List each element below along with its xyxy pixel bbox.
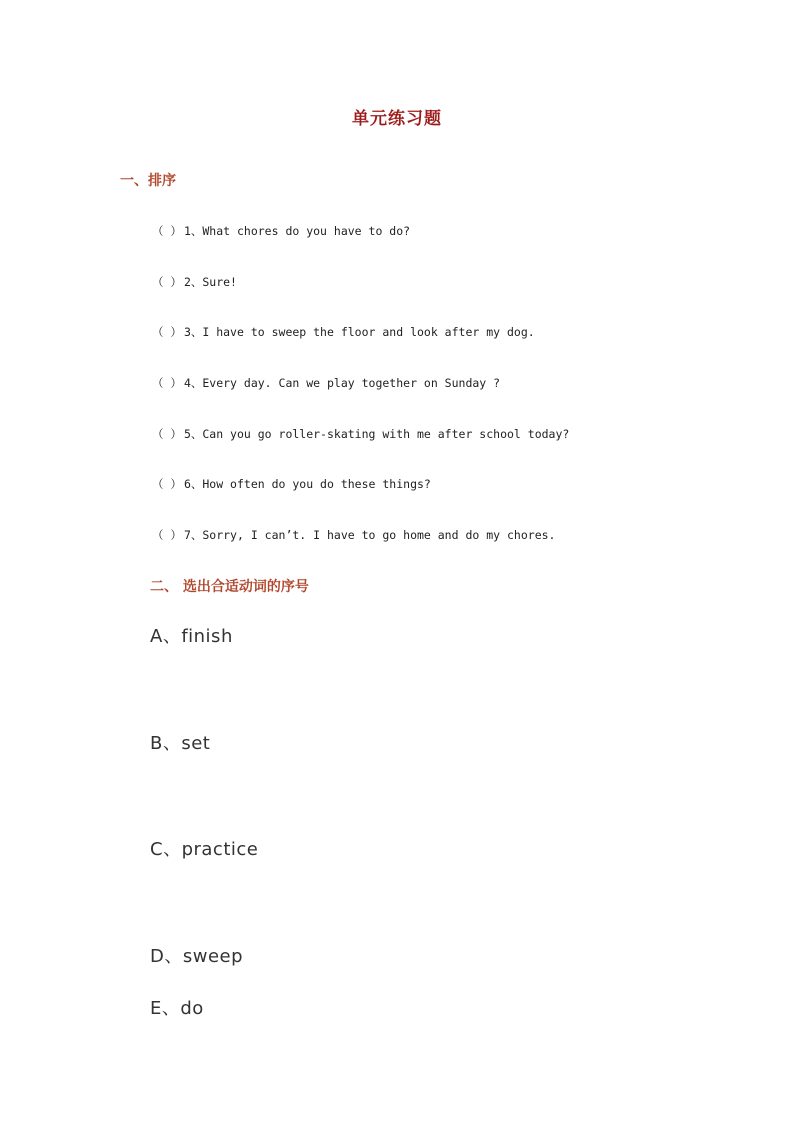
question-item	[152, 476, 431, 492]
answer-bracket: （ ）	[152, 477, 182, 491]
answer-bracket: （ ）	[152, 275, 182, 289]
question-item	[152, 223, 410, 239]
question-text: 5、Can you go roller-skating with me after school today?	[183, 427, 570, 441]
question-item	[152, 375, 500, 391]
question-text: 2、Sure!	[183, 275, 237, 289]
question-item	[152, 274, 237, 290]
option-c: C、practice	[150, 839, 259, 860]
page-title: 单元练习题	[352, 109, 442, 129]
answer-bracket: （ ）	[152, 427, 182, 441]
question-item	[152, 527, 555, 543]
question-item	[152, 324, 535, 340]
answer-bracket: （ ）	[152, 528, 182, 542]
question-text: 7、Sorry, I can’t. I have to go home and do my chores.	[183, 528, 556, 542]
option-b: B、set	[150, 733, 211, 754]
answer-bracket: （ ）	[152, 325, 182, 339]
option-e: E、do	[150, 998, 204, 1019]
option-a: A、finish	[150, 626, 233, 647]
section-heading-verbs: 二、 选出合适动词的序号	[150, 579, 309, 595]
section-heading-ordering: 一、排序	[120, 173, 176, 189]
question-text: 3、I have to sweep the floor and look after my dog.	[183, 325, 535, 339]
answer-bracket: （ ）	[152, 376, 182, 390]
option-d: D、sweep	[150, 946, 244, 967]
answer-bracket: （ ）	[152, 224, 182, 238]
question-item	[152, 426, 569, 442]
question-text: 1、What chores do you have to do?	[183, 224, 411, 238]
question-text: 6、How often do you do these things?	[183, 477, 431, 491]
question-text: 4、Every day. Can we play together on Sunday ?	[183, 376, 501, 390]
